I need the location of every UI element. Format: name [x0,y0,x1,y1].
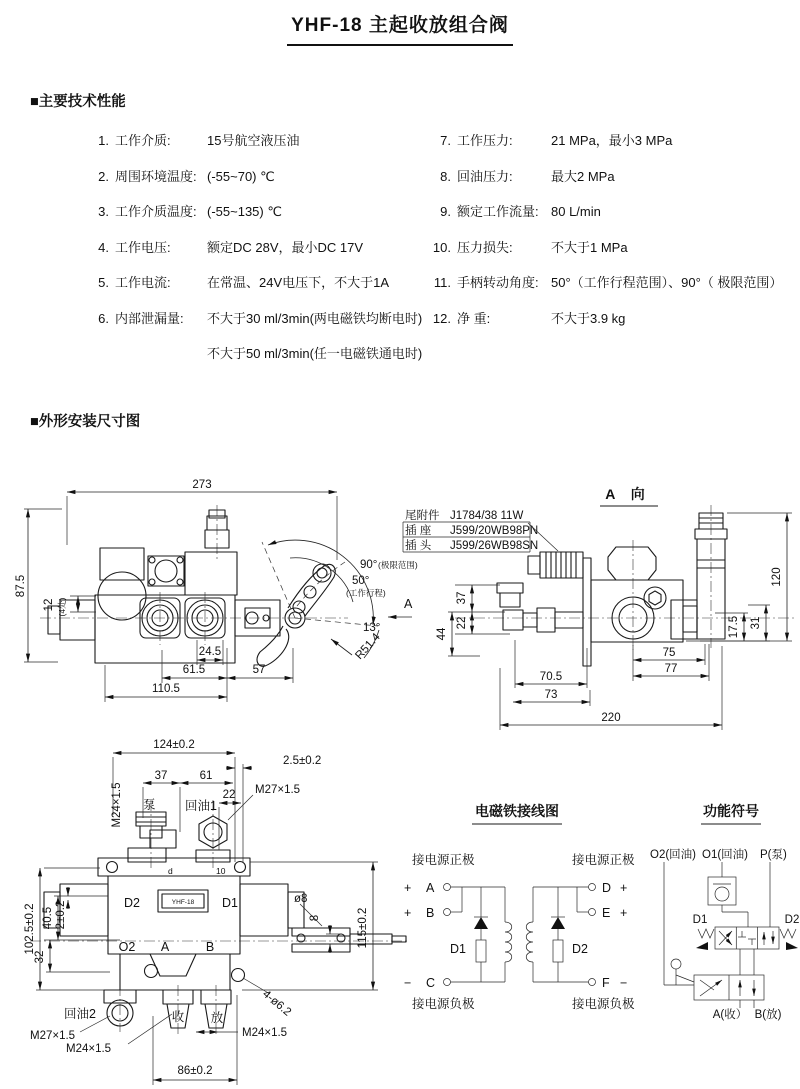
minus-sign: − [620,976,628,990]
terminal-b: B [426,906,435,920]
spec-label: 额定工作流量: [457,204,539,219]
view-direction-a: A [404,597,413,611]
label-b: B [205,940,215,954]
spec-item [427,202,800,238]
callout-row-label: 插 座 [405,525,432,537]
plus-sign: + [404,881,412,895]
plus-sign: + [404,906,412,920]
spec-item [427,167,800,203]
callout-row-value: J599/26WB98SN [450,540,539,552]
spec-value [207,309,430,364]
dim-22: 22 [222,789,236,801]
dim-12: 12 [43,598,55,612]
label-d1: D1 [222,896,238,910]
spec-item [85,202,430,238]
spec-label: 工作压力: [457,133,513,148]
dim-115: 115±0.2 [357,907,369,949]
spec-value: 21 MPa，最小3 MPa [551,133,673,148]
spec-label: 工作介质温度: [115,204,197,219]
page-title [0,10,800,46]
dim-17-5: 17.5 [728,615,740,639]
terminal-c: C [426,976,436,990]
dim-87-5: 87.5 [15,574,27,598]
thread-m24-left: M24×1.5 [66,1043,112,1055]
label-pump: 泵 [143,798,156,812]
side-view-drawing [15,479,418,702]
label-return2: 回油2 [64,1007,96,1021]
a-view-title: A 向 [605,486,651,502]
dim-77: 77 [664,663,678,675]
spec-value-line2: 不大于50 ml/3min(任一电磁铁通电时) [207,345,423,361]
a-view-drawing [403,486,795,730]
spec-label: 工作电流: [115,275,171,290]
dim-70-5: 70.5 [539,671,563,683]
spec-num: 1. [98,133,109,148]
mark-10: 10 [216,866,226,876]
spec-value: 最大2 MPa [551,168,615,184]
wiring-left-negative-label: 接电源负极 [412,997,475,1011]
side-view-handle [235,542,381,666]
dim-r51-4: R51.4 [353,631,383,663]
function-symbols [650,803,799,1021]
spec-label: 压力损失: [457,239,513,255]
dim-4-phi6-2: 4-ø6.2 [260,988,294,1019]
spec-num: 4. [98,239,109,255]
label-o2: O2 [118,940,136,954]
dim-120: 120 [771,567,783,587]
angle-90-note: (极限范围) [378,560,418,570]
wiring-right-positive-label: 接电源正极 [572,853,635,867]
label-return1: 回油1 [185,799,217,813]
wiring-right-circuit [526,852,635,1011]
dim-75: 75 [662,647,676,659]
spec-value: (-55~135) ℃ [207,204,282,219]
minus-sign: − [404,976,412,990]
spec-item [427,273,800,309]
dim-57: 57 [252,664,266,676]
spec-item [427,309,800,329]
dim-2: 2±0.2 [55,900,67,930]
dim-40-5: 40.5 [42,906,54,930]
spec-value: 80 L/min [551,204,601,219]
wiring-left-wires [444,884,512,986]
spec-value: 不大于1 MPa [551,239,628,255]
spec-item [85,273,430,309]
spec-num: 8. [440,168,451,184]
label-a: A [160,940,170,954]
spec-num: 11. [433,275,451,290]
dim-61: 61 [199,770,213,782]
symbols-title: 功能符号 [703,803,759,819]
spec-value: 不大于3.9 kg [551,310,626,326]
spec-value: 50°（工作行程范围）、90°（ 极限范围） [551,275,783,290]
spec-label: 手柄转动角度: [457,275,539,290]
symbol-d2-label: D2 [784,914,800,926]
port-o1-label: O1(回油) [702,849,748,861]
page-title-text: YHF-18 主起收放组合阀 [287,10,513,46]
callout-row-value: J1784/38 11W [450,510,524,522]
spec-num: 5. [98,275,109,290]
terminal-a: A [426,881,435,895]
side-view-body [48,510,237,663]
dim-61-5: 61.5 [182,664,206,676]
dim-44: 44 [436,627,448,641]
callout-row-value: J599/20WB98PN [450,525,539,537]
dim-220: 220 [601,712,621,724]
spec-list-right [427,131,800,329]
spec-num: 10. [432,239,451,255]
spec-value: 额定DC 28V，最小DC 17V [207,239,364,255]
spec-num: 9. [440,204,451,219]
wiring-left-circuit [404,852,512,1011]
label-extend: 放 [210,1011,224,1025]
dim-37: 37 [154,770,168,782]
terminal-f: F [602,976,610,990]
solenoid-d1-label: D1 [450,942,466,956]
port-p-label: P(泵) [760,849,787,861]
wiring-title: 电磁铁接线图 [475,803,559,819]
spec-label: 净 重: [457,310,491,326]
thread-m27-top: M27×1.5 [255,784,301,796]
label-retract: 收 [171,1010,185,1024]
dim-273: 273 [192,479,212,491]
dim-8: 8 [309,914,321,922]
spec-label: 工作介质: [115,133,171,148]
spec-label: 回油压力: [457,168,513,184]
wiring-right-negative-label: 接电源负极 [572,997,635,1011]
angle-90: 90° [360,559,378,571]
dim-32: 32 [34,950,46,964]
spec-value-line1: 不大于30 ml/3min(两电磁铁均断电时) [207,310,423,326]
solenoid-d2-label: D2 [572,942,588,956]
dim-102-5: 102.5±0.2 [24,903,36,955]
a-view-callout [403,508,558,552]
dim-110-5: 110.5 [152,683,180,695]
angle-50: 50° [352,575,370,587]
dim-12-note: (4处) [57,597,67,617]
a-view-dim-text [436,567,783,724]
angle-50-note: (工作行程) [346,588,386,598]
callout-row-label: 尾附件 [405,510,440,522]
spec-num: 2. [98,168,109,184]
port-a-label: A(收） [712,1009,748,1021]
angle-13: 13° [363,622,381,634]
spec-value: 在常温、24V电压下，不大于1A [207,275,390,290]
spec-value: (-55~70) ℃ [207,168,275,184]
side-view-angle-marks [268,540,379,658]
callout-row-label: 插 头 [405,540,432,552]
spec-label: 周围环境温度: [115,168,197,184]
wiring-left-positive-label: 接电源正极 [412,853,475,867]
spec-value: 15号航空液压油 [207,133,300,148]
wiring-diagram [404,803,635,1011]
section-heading-dimensions: ■外形安装尺寸图 [30,414,141,430]
thread-m24-right: M24×1.5 [242,1027,288,1039]
thread-m27-bot: M27×1.5 [30,1030,76,1042]
spec-label: 内部泄漏量: [115,310,184,326]
spec-num: 7. [440,133,451,148]
spec-num: 12. [432,310,451,326]
spec-item [427,131,800,167]
port-b-label: B(放) [754,1009,782,1021]
spec-num: 6. [98,310,109,326]
wiring-right-wires [526,884,595,986]
dimension-drawings [0,440,800,1089]
spec-item [427,238,800,274]
plus-sign: + [620,881,628,895]
thread-m24-top: M24×1.5 [111,782,123,828]
terminal-d: D [602,881,612,895]
port-o2-label: O2(回油) [650,849,696,861]
dim-86: 86±0.2 [177,1065,213,1077]
terminal-e: E [602,906,611,920]
dim-37: 37 [456,591,468,605]
dim-22: 22 [456,616,468,630]
mark-d: d [168,866,173,876]
spec-item [85,238,430,274]
top-view-drawing [24,739,408,1085]
spec-num: 3. [98,204,109,219]
spec-label: 工作电压: [115,239,171,255]
label-d2: D2 [124,896,140,910]
section-heading-specs: ■主要技术性能 [30,94,126,110]
spec-list-left [85,131,430,364]
dim-31: 31 [750,616,762,630]
nameplate: YHF-18 [171,899,195,906]
dim-phi8: ø8 [294,893,308,905]
dim-24-5: 24.5 [198,646,222,658]
hydraulic-schematic [664,862,798,1008]
top-view-body [44,812,406,1028]
symbol-d1-label: D1 [692,914,708,926]
dim-124: 124±0.2 [153,739,195,751]
dim-2-5: 2.5±0.2 [283,755,322,767]
plus-sign: + [620,906,628,920]
spec-item [85,131,430,167]
dim-73: 73 [544,689,558,701]
spec-item [85,167,430,203]
spec-item [85,309,430,364]
